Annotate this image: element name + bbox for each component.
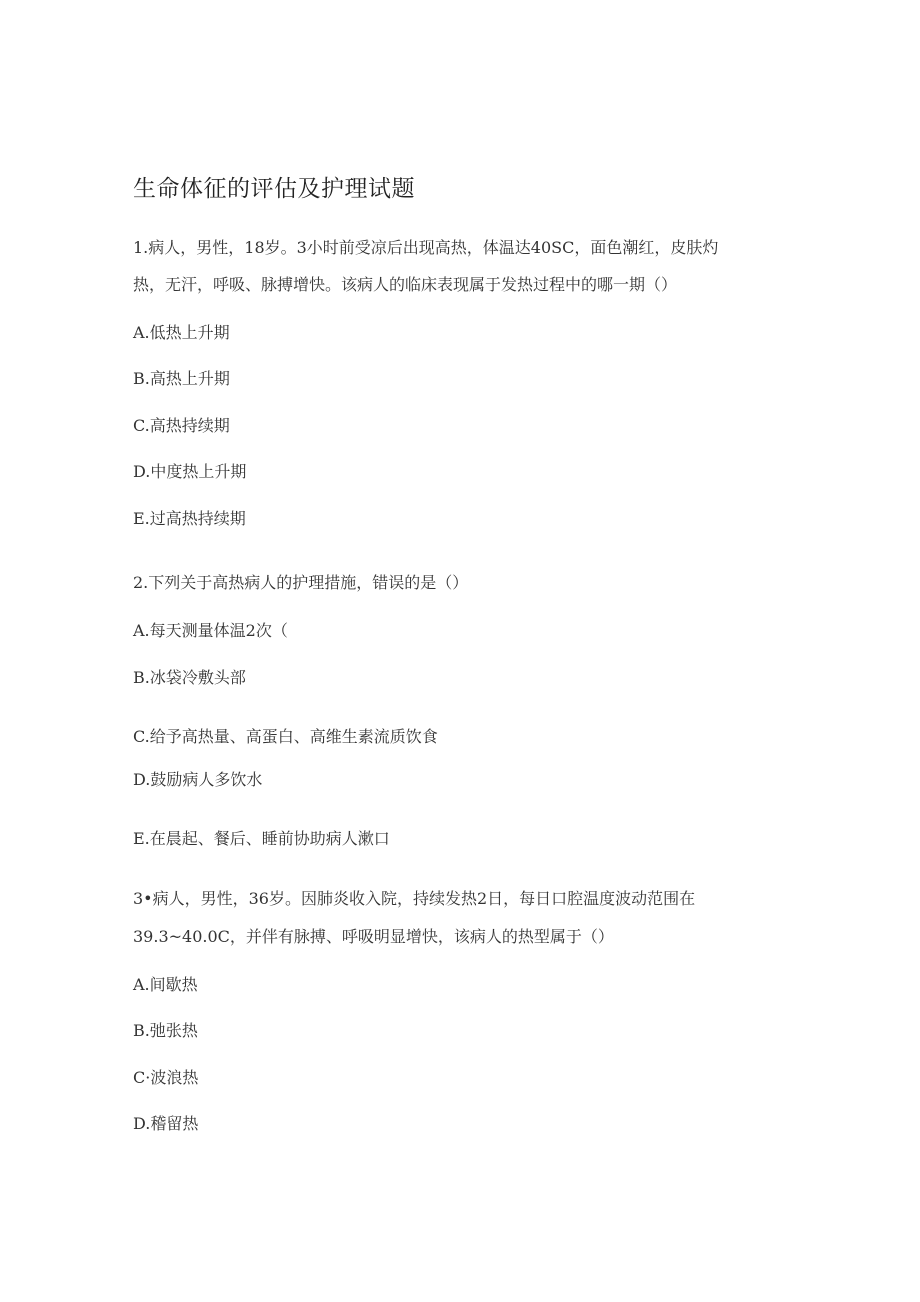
question-2-option-c: C.给予高热量、高蛋白、高维生素流质饮食 xyxy=(133,727,438,746)
question-2-stem-line-1: 2.下列关于高热病人的护理措施，错误的是（） xyxy=(133,573,469,592)
question-2-option-e: E.在晨起、餐后、睡前协助病人漱口 xyxy=(133,829,390,848)
question-2-option-a: A.每天测量体温2次（ xyxy=(133,621,288,640)
question-3-stem-line-1: 3•病人，男性，36岁。因肺炎收入院，持续发热2日，每日口腔温度波动范围在 xyxy=(133,889,696,908)
question-1-option-d: D.中度热上升期 xyxy=(133,462,247,481)
question-1-stem-line-1: 1.病人，男性，18岁。3小时前受凉后出现高热，体温达40SC，面色潮红，皮肤灼 xyxy=(133,238,719,257)
question-1-option-a: A.低热上升期 xyxy=(133,323,230,342)
document-title: 生命体征的评估及护理试题 xyxy=(133,176,415,202)
question-1-stem-line-2: 热，无汗，呼吸、脉搏增快。该病人的临床表现属于发热过程中的哪一期（） xyxy=(133,275,678,294)
question-1-option-b: B.高热上升期 xyxy=(133,369,230,388)
question-3-option-b: B.弛张热 xyxy=(133,1021,198,1040)
question-3-stem-line-2: 39.3~40.0C，并伴有脉搏、呼吸明显增快，该病人的热型属于（） xyxy=(133,927,614,946)
question-2-option-b: B.冰袋冷敷头部 xyxy=(133,668,246,687)
question-1-option-e: E.过高热持续期 xyxy=(133,509,246,528)
question-3-option-d: D.稽留热 xyxy=(133,1114,199,1133)
question-3-option-a: A.间歇热 xyxy=(133,975,198,994)
question-3-option-c: C·波浪热 xyxy=(133,1068,199,1087)
question-2-option-d: D.鼓励病人多饮水 xyxy=(133,770,263,789)
question-1-option-c: C.高热持续期 xyxy=(133,416,230,435)
